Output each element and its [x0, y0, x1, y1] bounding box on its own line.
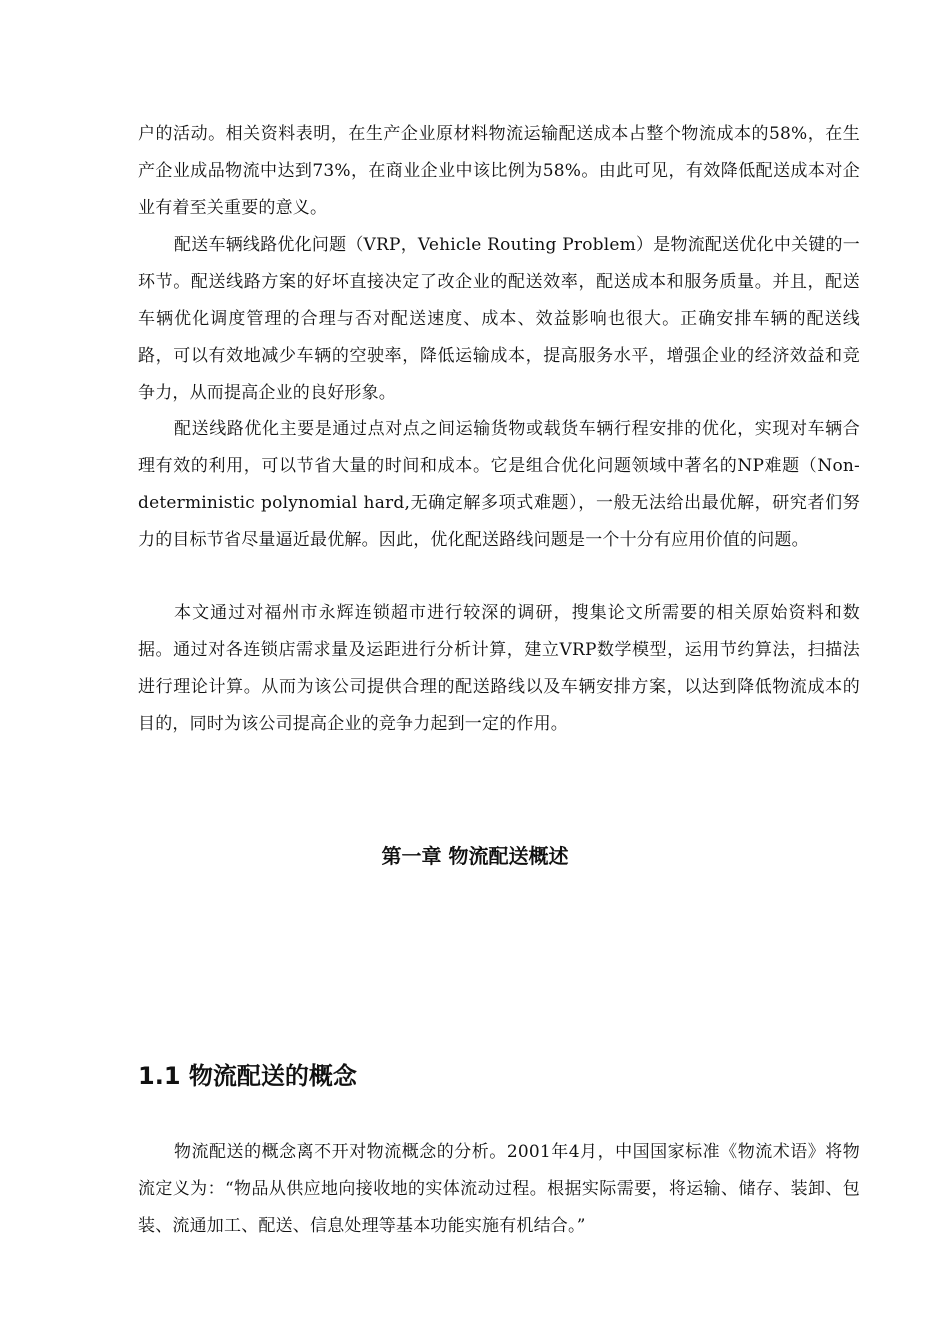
- paragraph-route-optimization: 配送线路优化主要是通过点对点之间运输货物或载货车辆行程安排的优化，实现对车辆合理有效的利用，可以节省大量的时间和成本。它是组合优化问题领域中著名的NP难题（Non-deterministic polynomial hard,无确定解多项式难题），一般无法给出最优解，研究者们努力的目标节省尽量逼近最优解。因此，优化配送路线问题是一个十分有应用价值的问题。: [138, 419, 860, 550]
- paragraph-study-overview: 本文通过对福州市永辉连锁超市进行较深的调研，搜集论文所需要的相关原始资料和数据。通过对各连锁店需求量及运距进行分析计算，建立VRP数学模型，运用节约算法，扫描法进行理论计算。从而为该公司提供合理的配送路线以及车辆安排方案，以达到降低物流成本的目的，同时为该公司提高企业的竞争力起到一定的作用。: [138, 603, 860, 734]
- paragraph-cost-share: 户的活动。相关资料表明，在生产企业原材料物流运输配送成本占整个物流成本的58%，在生产企业成品物流中达到73%，在商业企业中该比例为58%。由此可见，有效降低配送成本对企业有着至关重要的意义。: [138, 124, 860, 218]
- section-title: 1.1 物流配送的概念: [138, 1062, 357, 1090]
- chapter-title: 第一章 物流配送概述: [381, 844, 569, 868]
- paragraph-logistics-definition: 物流配送的概念离不开对物流概念的分析。2001年4月，中国国家标准《物流术语》将物流定义为：“物品从供应地向接收地的实体流动过程。根据实际需要，将运输、储存、装卸、包装、流通加工、配送、信息处理等基本功能实施有机结合。”: [138, 1142, 860, 1236]
- paragraph-vrp-definition: 配送车辆线路优化问题（VRP，Vehicle Routing Problem）是物流配送优化中关键的一环节。配送线路方案的好坏直接决定了改企业的配送效率，配送成本和服务质量。并且，配送车辆优化调度管理的合理与否对配送速度、成本、效益影响也很大。正确安排车辆的配送线路，可以有效地减少车辆的空驶率，降低运输成本，提高服务水平，增强企业的经济效益和竞争力，从而提高企业的良好形象。: [138, 235, 860, 403]
